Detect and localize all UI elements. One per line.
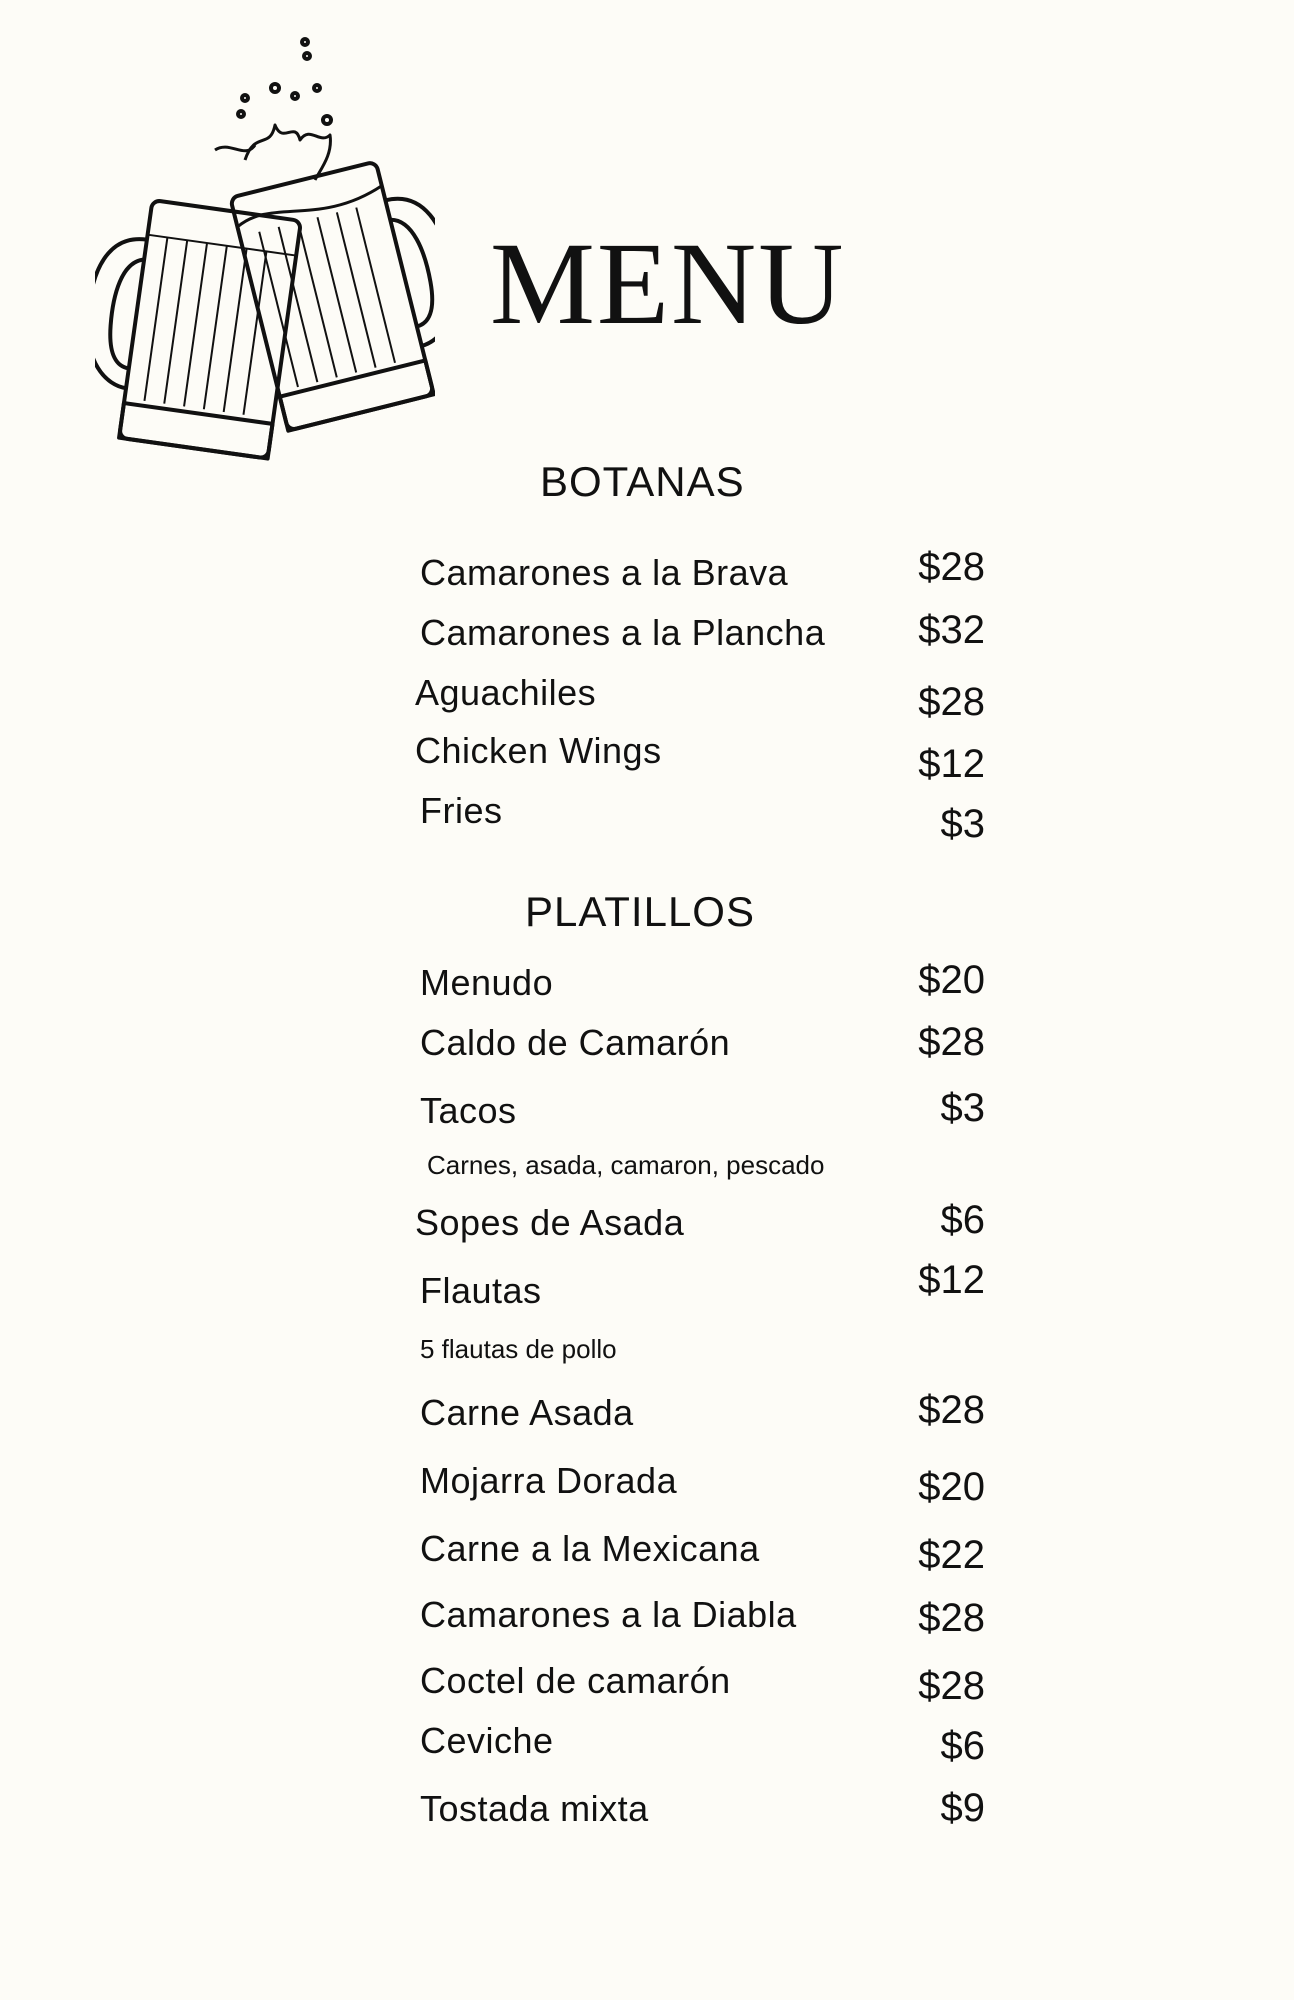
menu-item-price: $20 xyxy=(918,958,985,1002)
menu-item-price: $32 xyxy=(918,608,985,652)
menu-item-price: $12 xyxy=(918,1258,985,1302)
menu-item-name: Menudo xyxy=(420,962,554,1003)
beer-mugs-toast-icon xyxy=(95,30,435,470)
menu-item-name: Tostada mixta xyxy=(420,1788,649,1829)
section-heading-botanas: BOTANAS xyxy=(540,458,745,505)
menu-item-name: Coctel de camarón xyxy=(420,1660,731,1701)
menu-item-price: $3 xyxy=(940,802,985,846)
menu-item-name: Mojarra Dorada xyxy=(420,1460,678,1501)
menu-item-price: $28 xyxy=(918,1596,985,1640)
menu-item-price: $28 xyxy=(918,545,985,589)
menu-item-price: $6 xyxy=(940,1724,985,1768)
menu-item-price: $3 xyxy=(940,1086,985,1130)
section-heading-platillos: PLATILLOS xyxy=(525,888,755,935)
menu-item-name: Camarones a la Diabla xyxy=(420,1594,797,1635)
menu-item-name: Caldo de Camarón xyxy=(420,1022,731,1063)
menu-item-note: 5 flautas de pollo xyxy=(420,1334,617,1364)
menu-item-name: Camarones a la Brava xyxy=(420,552,789,593)
menu-item-name: Tacos xyxy=(420,1090,517,1131)
menu-item-note: Carnes, asada, camaron, pescado xyxy=(427,1150,825,1180)
menu-item-price: $28 xyxy=(918,1388,985,1432)
menu-item-price: $28 xyxy=(918,1664,985,1708)
menu-item-name: Fries xyxy=(420,790,503,831)
menu-item-price: $9 xyxy=(940,1786,985,1830)
menu-item-price: $22 xyxy=(918,1533,985,1577)
menu-item-name: Sopes de Asada xyxy=(415,1202,685,1243)
menu-item-price: $20 xyxy=(918,1465,985,1509)
menu-item-name: Chicken Wings xyxy=(415,730,662,771)
menu-item-price: $12 xyxy=(918,742,985,786)
menu-item-name: Camarones a la Plancha xyxy=(420,612,826,653)
menu-item-name: Ceviche xyxy=(420,1720,554,1761)
menu-item-name: Carne Asada xyxy=(420,1392,634,1433)
menu-item-name: Aguachiles xyxy=(415,672,597,713)
menu-title: MENU xyxy=(490,218,846,349)
menu-item-name: Carne a la Mexicana xyxy=(420,1528,760,1569)
menu-item-name: Flautas xyxy=(420,1270,542,1311)
menu-item-price: $6 xyxy=(940,1198,985,1242)
menu-item-price: $28 xyxy=(918,680,985,724)
menu-item-price: $28 xyxy=(918,1020,985,1064)
